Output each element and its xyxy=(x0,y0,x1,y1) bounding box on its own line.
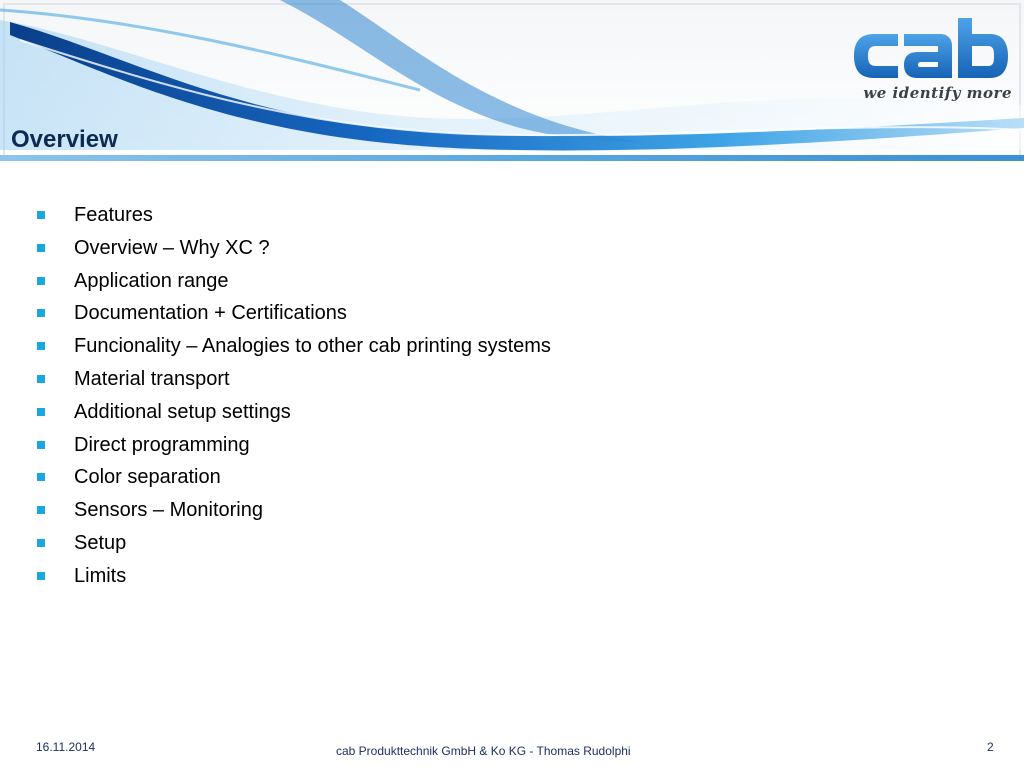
list-item xyxy=(0,527,1024,560)
bullet-text: Additional setup settings xyxy=(74,400,291,423)
cab-logo xyxy=(848,18,1010,110)
bullet-text: Documentation + Certifications xyxy=(74,302,347,325)
square-bullet-icon xyxy=(37,375,45,383)
square-bullet-icon xyxy=(37,277,45,285)
list-item xyxy=(0,429,1024,462)
header-banner xyxy=(0,0,1024,165)
list-item xyxy=(0,560,1024,593)
bullet-text: Material transport xyxy=(74,367,230,390)
square-bullet-icon xyxy=(37,309,45,317)
bullet-text: Color separation xyxy=(74,466,221,489)
list-item xyxy=(0,297,1024,330)
square-bullet-icon xyxy=(37,244,45,252)
bullet-text: Setup xyxy=(74,531,127,554)
cab-logo-icon xyxy=(848,18,1010,84)
footer-company: cab Produkttechnik GmbH & Ko KG - Thomas Rudolphi xyxy=(336,744,631,758)
bullet-text: Limits xyxy=(74,564,127,587)
bullet-text: Funcionality – Analogies to other cab printing systems xyxy=(74,335,551,358)
square-bullet-icon xyxy=(37,441,45,449)
square-bullet-icon xyxy=(37,473,45,481)
list-item xyxy=(0,363,1024,396)
list-item xyxy=(0,396,1024,429)
list-item xyxy=(0,232,1024,265)
square-bullet-icon xyxy=(37,539,45,547)
slide-title: Overview xyxy=(11,126,118,153)
list-item xyxy=(0,265,1024,298)
square-bullet-icon xyxy=(37,506,45,514)
bullet-text: Application range xyxy=(74,269,229,292)
square-bullet-icon xyxy=(37,408,45,416)
bullet-text: Direct programming xyxy=(74,433,250,456)
list-item xyxy=(0,461,1024,494)
square-bullet-icon xyxy=(37,572,45,580)
list-item xyxy=(0,330,1024,363)
square-bullet-icon xyxy=(37,342,45,350)
bullet-list xyxy=(0,199,1024,593)
bullet-text: Features xyxy=(74,204,153,226)
list-item xyxy=(0,199,1024,232)
bullet-text: Sensors – Monitoring xyxy=(74,499,263,522)
list-item xyxy=(0,494,1024,527)
page-number: 2 xyxy=(987,740,994,754)
footer-date: 16.11.2014 xyxy=(36,740,96,754)
logo-tagline: we identify more xyxy=(863,84,1012,102)
bullet-text: Overview – Why XC ? xyxy=(74,236,270,259)
square-bullet-icon xyxy=(37,211,45,219)
